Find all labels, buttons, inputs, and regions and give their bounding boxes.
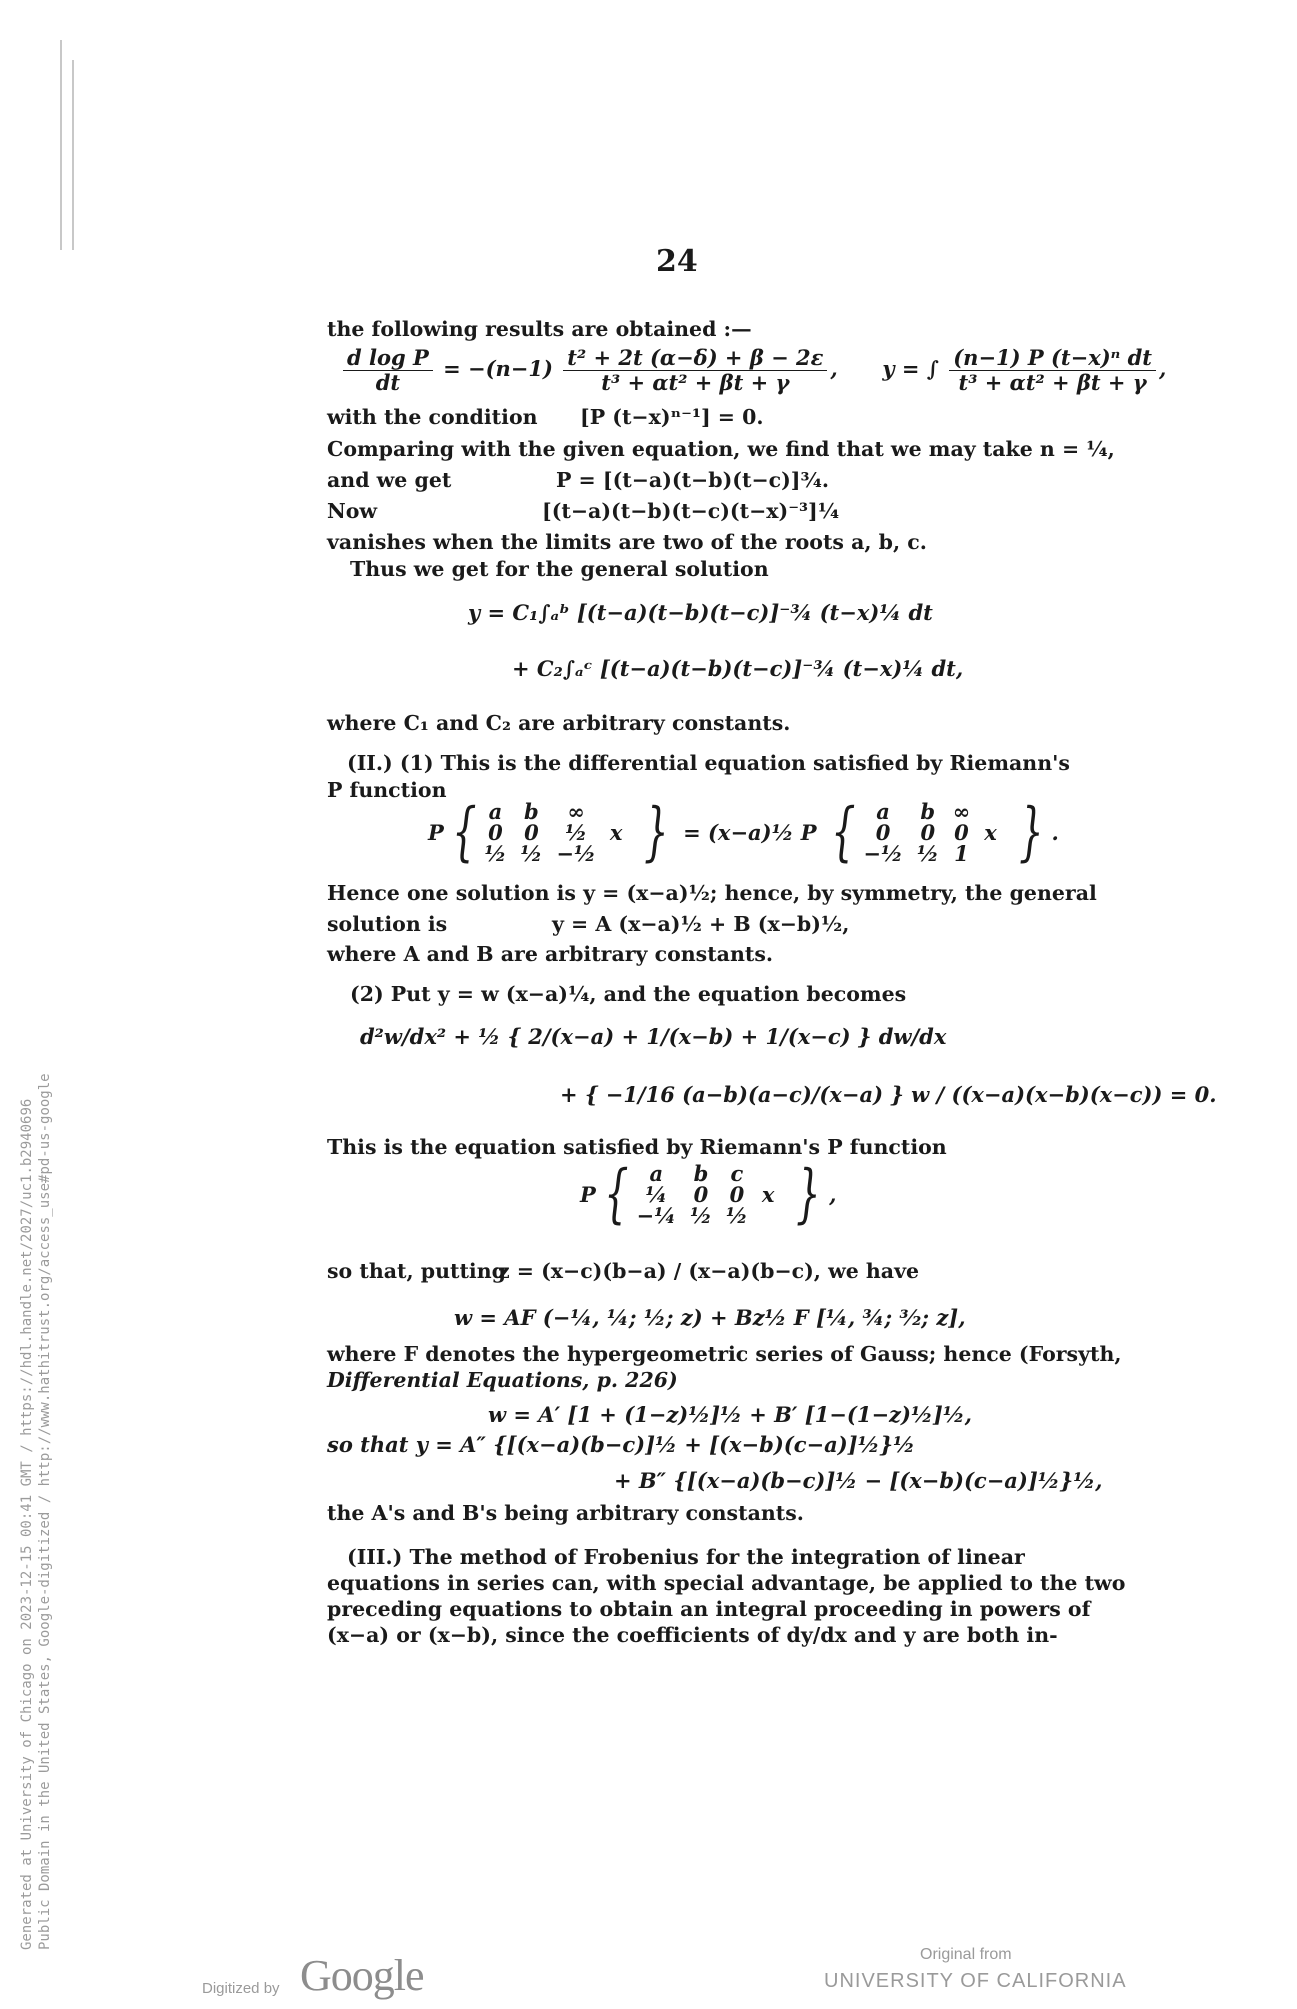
page-number: 24 — [656, 244, 698, 279]
riemann-matrix — [863, 798, 1010, 866]
matrix-cell — [610, 801, 623, 822]
matrix-cell: 0 — [488, 819, 503, 845]
text-line: Hence one solution is y = (x−a)½; hence, by symmetry, the general — [327, 881, 1097, 905]
math-inline: [P (t−x)ⁿ⁻¹] = 0. — [580, 405, 764, 429]
text-line: vanishes when the limits are two of the roots a, b, c. — [327, 530, 927, 554]
text-line: the A's and B's being arbitrary constants. — [327, 1501, 804, 1525]
equation-5: P { a b c ¼ 0 0 x −¼ ½ ½ } , — [580, 1157, 837, 1231]
text-line: Comparing with the given equation, we find that we may take n = ¼, — [327, 437, 1115, 461]
matrix-cell: ∞ — [952, 798, 971, 824]
text-line: (2) Put y = w (x−a)¼, and the equation becomes — [350, 982, 907, 1006]
text-line: Now — [327, 499, 378, 523]
matrix-cell: ½ — [484, 840, 507, 866]
matrix-cell: c — [730, 1160, 744, 1186]
equation-8b: + B″ {[(x−a)(b−c)]½ − [(x−b)(c−a)]½}½, — [614, 1468, 1103, 1493]
scan-edge-mark — [60, 40, 62, 250]
matrix-cell: 0 — [693, 1181, 709, 1207]
matrix-cell — [762, 1205, 775, 1226]
text-line: P function — [327, 778, 447, 802]
text-line: so that, putting — [327, 1259, 506, 1283]
matrix-cell — [762, 1163, 775, 1184]
riemann-matrix — [484, 798, 637, 866]
math-inline: z = (x−c)(b−a) / (x−a)(b−c), we have — [498, 1259, 920, 1283]
matrix-cell: 0 — [920, 819, 936, 845]
access-stamp: Generated at University of Chicago on 2023-12-15 00:41 GMT / https://hdl.handle.net/2027/uc1.b2940696 Public Domain in the United States, Google-digitized / http://www.hathitrust.org/access_use#pd-us-google — [19, 1073, 53, 1950]
math-inline: y = A (x−a)½ + B (x−b)½, — [552, 912, 850, 936]
original-from-label: Original from — [920, 1946, 1012, 1963]
matrix-cell: ¼ — [645, 1181, 668, 1207]
matrix-cell: b — [920, 798, 936, 824]
matrix-cell: ½ — [725, 1202, 748, 1228]
matrix-cell: a — [876, 798, 890, 824]
text-line: (x−a) or (x−b), since the coefficients of dy/dx and y are both in- — [327, 1623, 1058, 1647]
equation-8a: so that y = A″ {[(x−a)(b−c)]½ + [(x−b)(c−a)]½}½ — [327, 1432, 915, 1457]
equation-4a: d²w/dx² + ½ { 2/(x−a) + 1/(x−b) + 1/(x−c) } dw/dx — [360, 1024, 947, 1049]
scan-edge-mark — [72, 60, 74, 250]
university-label: UNIVERSITY OF CALIFORNIA — [824, 1970, 1127, 1992]
google-logo: Google — [300, 1951, 424, 2000]
equation-1: $\frac{\text{d log P}}{dt}$ = −(n−1) $\frac{\text{t² + 2t (α−δ) + β − 2ε}}{\text{t³ + αt² + βt + γ}}$ , y = ∫ $\frac{\text{(n−1) P (t−x)ⁿ dt}}{\text{t³ + αt² + βt + γ}}$ , — [340, 346, 1166, 395]
text-line: preceding equations to obtain an integral proceeding in powers of — [327, 1597, 1091, 1621]
text-line: where F denotes the hypergeometric series of Gauss; hence (Forsyth, — [327, 1342, 1122, 1366]
text-line: Differential Equations, p. 226) — [327, 1368, 678, 1392]
equation-7: w = A′ [1 + (1−z)½]½ + B′ [1−(1−z)½]½, — [488, 1402, 972, 1427]
matrix-cell: ½ — [690, 1202, 712, 1228]
matrix-cell: 0 — [729, 1181, 745, 1207]
matrix-cell: ½ — [916, 840, 939, 866]
riemann-matrix — [636, 1160, 789, 1228]
matrix-cell: −½ — [863, 840, 903, 866]
matrix-cell — [984, 843, 997, 864]
math-inline: [(t−a)(t−b)(t−c)(t−x)⁻³]¼ — [542, 499, 840, 523]
matrix-cell — [984, 801, 997, 822]
equation-2a: y = C₁∫ₐᵇ [(t−a)(t−b)(t−c)]⁻¾ (t−x)¼ dt — [468, 600, 933, 625]
text-line: the following results are obtained :— — [327, 317, 752, 341]
equation-3: P { a b ∞ 0 0 ½ x ½ ½ −½ } = (x−a)½ P { a b ∞ 0 0 0 x −½ ½ 1 } . — [428, 795, 1059, 869]
equation-6: w = AF (−¼, ¼; ½; z) + Bz½ F [¼, ¾; ³⁄₂; z], — [454, 1305, 966, 1330]
matrix-cell: a — [488, 798, 503, 824]
text-line: (II.) (1) This is the differential equation satisfied by Riemann's — [347, 751, 1070, 775]
matrix-cell — [610, 843, 623, 864]
text-line: with the condition — [327, 405, 538, 429]
matrix-cell: ½ — [565, 819, 588, 845]
matrix-cell: x — [761, 1181, 775, 1207]
matrix-cell: 1 — [954, 840, 969, 866]
math-inline: P = [(t−a)(t−b)(t−c)]¾. — [556, 468, 830, 492]
matrix-cell: −¼ — [636, 1202, 677, 1228]
matrix-cell: ½ — [520, 840, 543, 866]
text-line: where C₁ and C₂ are arbitrary constants. — [327, 711, 791, 735]
text-line: equations in series can, with special advantage, be applied to the two — [327, 1571, 1126, 1595]
matrix-cell: −½ — [556, 840, 596, 866]
matrix-cell: 0 — [954, 819, 969, 845]
matrix-cell: 0 — [524, 819, 539, 845]
text-line: (III.) The method of Frobenius for the integration of linear — [347, 1545, 1025, 1569]
matrix-cell: b — [524, 798, 539, 824]
equation-2b: + C₂∫ₐᶜ [(t−a)(t−b)(t−c)]⁻¾ (t−x)¼ dt, — [512, 656, 964, 681]
text-line: Thus we get for the general solution — [350, 557, 769, 581]
text-line: where A and B are arbitrary constants. — [327, 942, 774, 966]
matrix-cell: b — [693, 1160, 709, 1186]
digitized-by-label: Digitized by — [202, 1980, 280, 1997]
text-line: This is the equation satisfied by Riemann's P function — [327, 1135, 947, 1159]
text-line: solution is — [327, 912, 448, 936]
matrix-cell: x — [609, 819, 623, 845]
equation-4b: + { −1/16 (a−b)(a−c)/(x−a) } w / ((x−a)(x−b)(x−c)) = 0. — [560, 1082, 1217, 1107]
matrix-cell: a — [649, 1160, 664, 1186]
matrix-cell: x — [984, 819, 997, 845]
matrix-cell: ∞ — [567, 798, 585, 824]
matrix-cell: 0 — [875, 819, 891, 845]
text-line: and we get — [327, 468, 452, 492]
